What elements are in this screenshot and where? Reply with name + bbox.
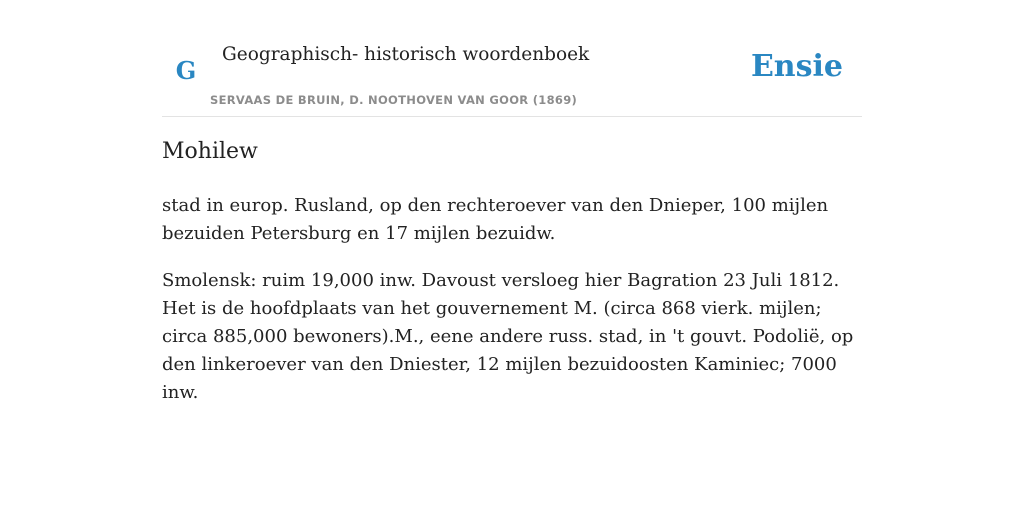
book-title-link[interactable]: Geographisch- historisch woordenboek bbox=[222, 44, 590, 65]
entry-paragraph: Smolensk: ruim 19,000 inw. Davoust versloeg hier Bagration 23 Juli 1812. Het is de hoofdplaats van het gouvernement M. (circa 868 vierk. mijlen; circa 885,000 bewoners).M., eene andere russ. stad, in 't gouvt. Podolië, op den linkeroever van den Dniester, 12 mijlen bezuidoosten Kaminiec; 7000 inw. bbox=[162, 270, 854, 403]
book-author: SERVAAS DE BRUIN, D. NOOTHOVEN VAN GOOR (1869) bbox=[210, 93, 578, 107]
book-icon[interactable]: G bbox=[175, 56, 197, 85]
entry-paragraph: stad in europ. Rusland, op den rechteroever van den Dnieper, 100 mijlen bezuiden Petersburg en 17 mijlen bezuidw. bbox=[162, 195, 829, 244]
entry-body bbox=[162, 192, 862, 426]
header bbox=[162, 0, 862, 117]
entry-title: Mohilew bbox=[162, 139, 258, 164]
ensie-logo[interactable]: Ensie bbox=[750, 49, 843, 84]
